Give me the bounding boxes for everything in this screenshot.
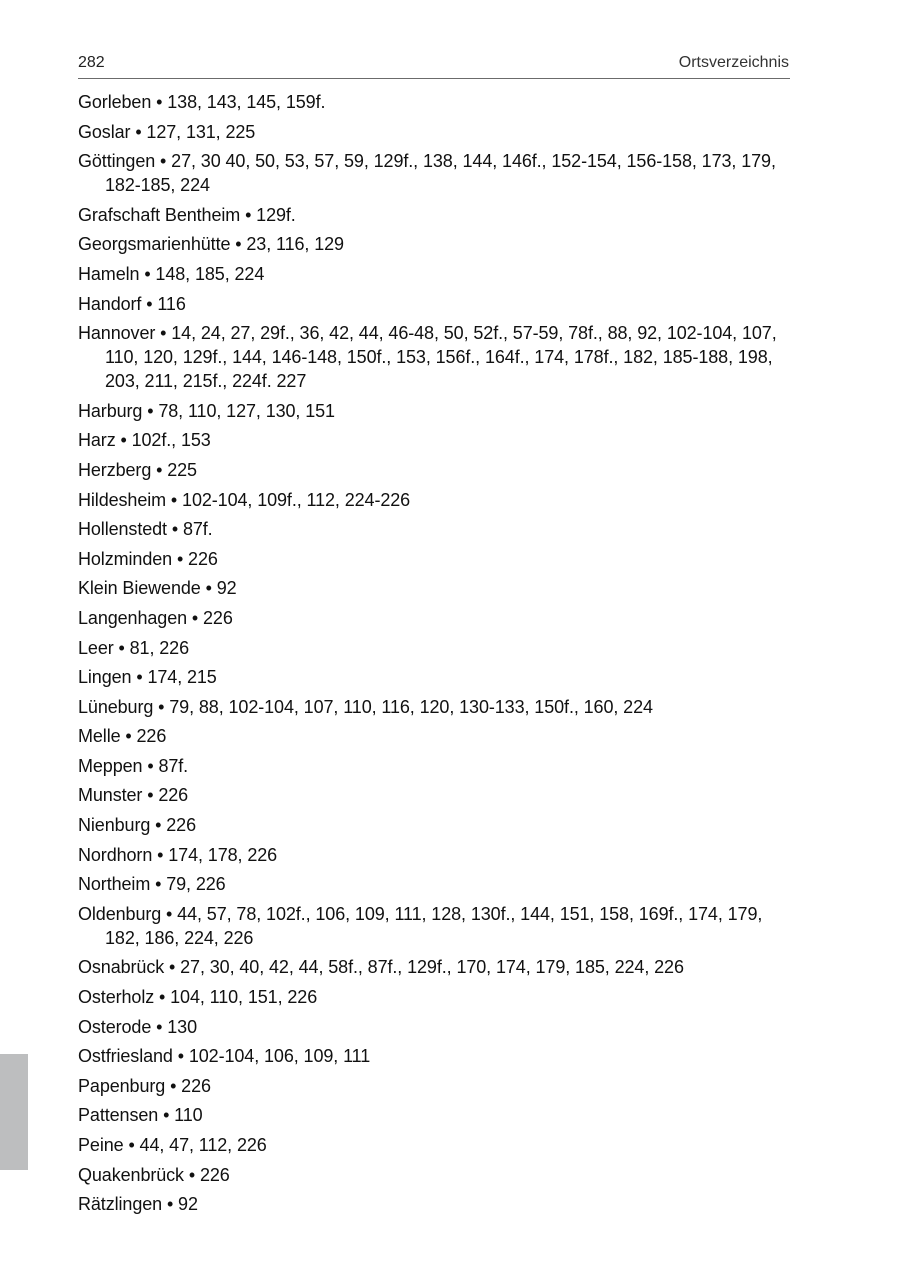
index-entry: Langenhagen • 226 <box>78 607 233 628</box>
page-header <box>78 52 790 79</box>
index-entry: Melle • 226 <box>78 726 167 747</box>
index-entry: Gorleben • 138, 143, 145, 159f. <box>78 92 326 112</box>
index-entry: Goslar • 127, 131, 225 <box>78 121 256 142</box>
index-entry: Hollenstedt • 87f. <box>78 519 213 540</box>
index-entry: Rätzlingen • 92 <box>78 1194 198 1215</box>
index-entry: Grafschaft Bentheim • 129f. <box>78 204 296 225</box>
index-entry: Hildesheim • 102-104, 109f., 112, 224-226 <box>78 489 411 510</box>
index-entry: Hameln • 148, 185, 224 <box>78 263 265 284</box>
index-entry: Osnabrück • 27, 30, 40, 42, 44, 58f., 87f., 129f., 170, 174, 179, 185, 224, 226 <box>78 957 684 978</box>
index-entry: Leer • 81, 226 <box>78 637 189 658</box>
index-entry: Göttingen • 27, 30 40, 50, 53, 57, 59, 129f., 138, 144, 146f., 152-154, 156-158, 173, 179, 182-185, 224 <box>78 151 776 196</box>
index-entry: Peine • 44, 47, 112, 226 <box>78 1135 267 1155</box>
index-entry: Osterholz • 104, 110, 151, 226 <box>78 987 318 1008</box>
index-entry: Georgsmarienhütte • 23, 116, 129 <box>78 234 344 255</box>
index-entry: Herzberg • 225 <box>78 459 197 480</box>
index-entry: Hannover • 14, 24, 27, 29f., 36, 42, 44, 46-48, 50, 52f., 57-59, 78f., 88, 92, 102-104, 107, 110, 120, 129f., 144, 146-148, 150f., 153, 156f., 164f., 174, 178f., 182, 185-188, 198, 203, 211, 215f., 224f. 227 <box>78 323 777 392</box>
page-number: 282 <box>78 54 105 71</box>
index-list <box>78 90 790 1222</box>
index-entry: Pattensen • 110 <box>78 1105 203 1126</box>
index-entry: Nordhorn • 174, 178, 226 <box>78 844 278 865</box>
index-entry: Northeim • 79, 226 <box>78 874 226 895</box>
index-entry: Lüneburg • 79, 88, 102-104, 107, 110, 116, 120, 130-133, 150f., 160, 224 <box>78 696 653 717</box>
index-entry: Lingen • 174, 215 <box>78 667 217 688</box>
index-entry: Ostfriesland • 102-104, 106, 109, 111 <box>78 1046 371 1067</box>
index-entry: Osterode • 130 <box>78 1016 197 1037</box>
index-entry: Handorf • 116 <box>78 293 186 314</box>
index-entry: Harburg • 78, 110, 127, 130, 151 <box>78 400 335 421</box>
index-entry: Holzminden • 226 <box>78 548 218 569</box>
index-entry: Meppen • 87f. <box>78 755 189 776</box>
thumb-index-tab <box>0 1054 28 1170</box>
running-head: Ortsverzeichnis <box>678 54 789 71</box>
index-entry: Munster • 226 <box>78 785 189 806</box>
index-entry: Papenburg • 226 <box>78 1075 211 1096</box>
index-entry: Oldenburg • 44, 57, 78, 102f., 106, 109, 111, 128, 130f., 144, 151, 158, 169f., 174, 179, 182, 186, 224, 226 <box>78 903 763 948</box>
index-entry: Quakenbrück • 226 <box>78 1164 230 1185</box>
index-entry: Nienburg • 226 <box>78 815 196 836</box>
index-entry: Klein Biewende • 92 <box>78 578 237 599</box>
index-entry: Harz • 102f., 153 <box>78 430 211 451</box>
